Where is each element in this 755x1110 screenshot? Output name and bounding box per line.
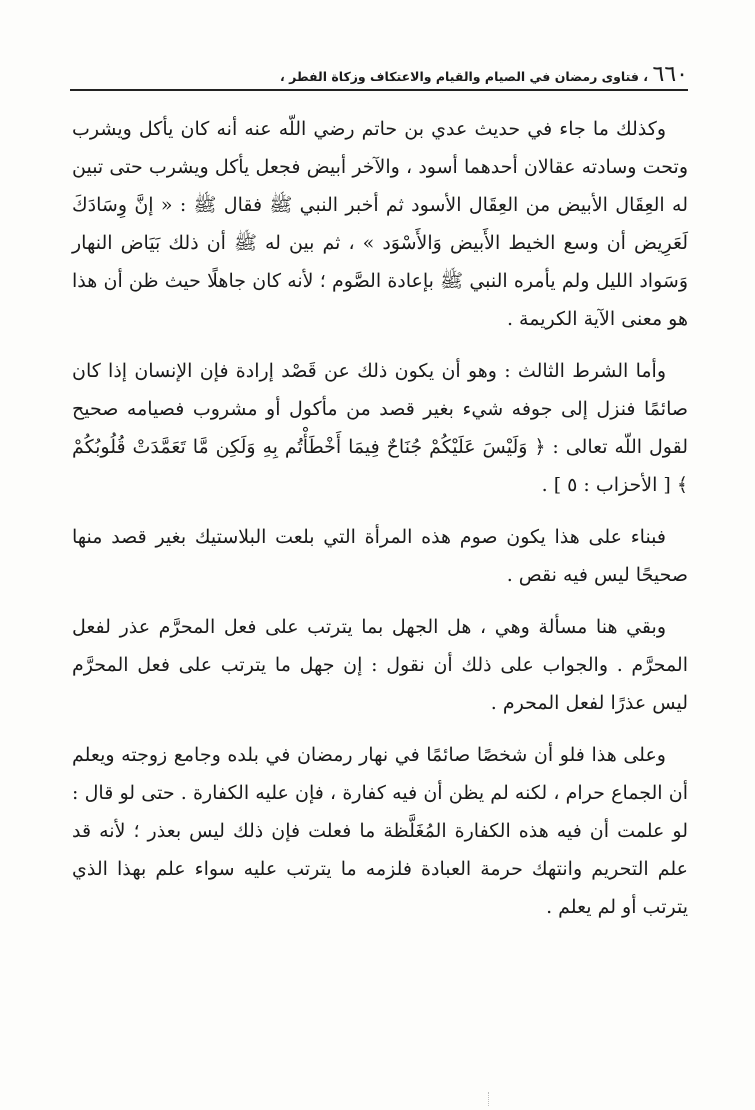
paragraph-adi-hadith: وكذلك ما جاء في حديث عدي بن حاتم رضي اللّه عنه أنه كان يأكل ويشرب وتحت وسادته عقالان أحدهما أسود ، والآخر أبيض فجعل يأكل ويشرب حتى تبين له العِقَال الأبيض من العِقَال الأسود ثم أخبر النبي ﷺ فقال ﷺ : « إنَّ وِسَادَكَ لَعَرِيض أن وسع الخيط الأَبيض وَالأَسْوَد » ، ثم بين له ﷺ أن ذلك بَيَاض النهار وَسَواد الليل ولم يأمره النبي ﷺ بإعادة الصَّوم ؛ لأنه كان جاهلًا حيث ظن أن هذا هو معنى الآية الكريمة .	[72, 118, 688, 330]
running-title: ، فتاوى رمضان في الصيام والقيام والاعتكاف وزكاة الفطر ،	[280, 69, 648, 84]
page-number: ٦٦٠	[652, 62, 688, 87]
gutter-mark	[488, 1092, 490, 1106]
paragraph-third-condition: وأما الشرط الثالث : وهو أن يكون ذلك عن قَصْد إرادة فإن الإنسان إذا كان صائمًا فنزل إلى جوفه شيء بغير قصد من مأكول أو مشروب فصيامه صحيح لقول اللّه تعالى : ﴿ وَلَيْسَ عَلَيْكُمْ جُنَاحٌ فِيمَا أَخْطَأْتُم بِهِ وَلَكِن مَّا تَعَمَّدَتْ قُلُوبُكُمْ ﴾ [ الأحزاب : ٥ ] .	[72, 360, 688, 496]
paragraph-expiation-example: وعلى هذا فلو أن شخصًا صائمًا في نهار رمضان في بلده وجامع زوجته ويعلم أن الجماع حرام ، لكنه لم يظن أن فيه كفارة ، فإن عليه الكفارة . حتى لو قال : لو علمت أن فيه هذه الكفارة المُغَلَّظة ما فعلت فإن ذلك ليس بعذر ؛ لأنه قد علم التحريم وانتهك حرمة العبادة فلزمه ما يترتب عليه سواء علم بهذا الذي يترتب أو لم يعلم .	[72, 744, 688, 918]
page-header	[70, 62, 688, 92]
paragraph-plastic-ruling: فبناء على هذا يكون صوم هذه المرأة التي بلعت البلاستيك بغير قصد منها صحيحًا ليس فيه نقص .	[72, 526, 688, 586]
header-rule	[70, 89, 688, 91]
body-text	[72, 110, 688, 940]
paragraph-ignorance-question: وبقي هنا مسألة وهي ، هل الجهل بما يترتب على فعل المحرَّم عذر لفعل المحرَّم . والجواب على ذلك أن نقول : إن جهل ما يترتب على فعل المحرَّم ليس عذرًا لفعل المحرم .	[72, 616, 688, 714]
